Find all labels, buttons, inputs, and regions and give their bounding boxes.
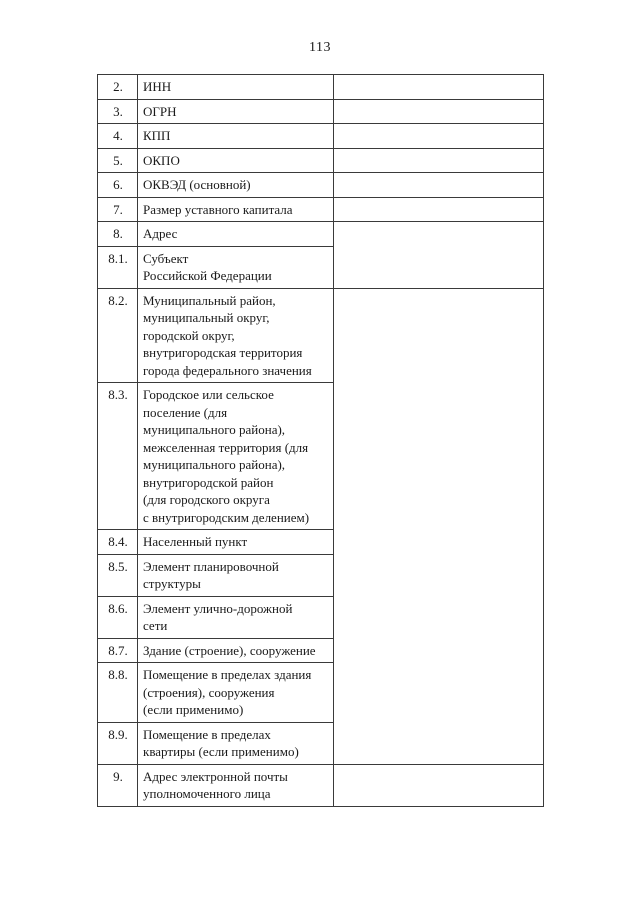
email-value-cell[interactable] xyxy=(334,764,544,806)
row-number: 7. xyxy=(98,197,138,222)
row-number: 8.6. xyxy=(98,596,138,638)
row-label: Населенный пункт xyxy=(138,530,334,555)
row-number: 8. xyxy=(98,222,138,247)
page-number: 113 xyxy=(309,40,331,55)
row-number: 4. xyxy=(98,124,138,149)
address-subject-value-cell[interactable] xyxy=(334,222,544,289)
table-row xyxy=(98,124,544,149)
row-number: 5. xyxy=(98,148,138,173)
row-label: Помещение в пределах здания (строения), сооружения (если применимо) xyxy=(138,663,334,723)
row-label: Городское или сельское поселение (для муниципального района), межселенная территория (для муниципального района), внутригородской район (для городского округа с внутригородским делением) xyxy=(138,383,334,530)
row-label: Муниципальный район, муниципальный округ, городской округ, внутригородская территория города федерального значения xyxy=(138,288,334,383)
row-label: Элемент планировочной структуры xyxy=(138,554,334,596)
row-label: ОКПО xyxy=(138,148,334,173)
row-label: ИНН xyxy=(138,75,334,100)
row-number: 8.8. xyxy=(98,663,138,723)
row-label: КПП xyxy=(138,124,334,149)
row-number: 8.4. xyxy=(98,530,138,555)
row-label: Здание (строение), сооружение xyxy=(138,638,334,663)
form-table-body xyxy=(98,75,544,807)
row-number: 8.9. xyxy=(98,722,138,764)
row-label: ОКВЭД (основной) xyxy=(138,173,334,198)
table-row xyxy=(98,173,544,198)
table-row xyxy=(98,288,544,383)
table-row xyxy=(98,99,544,124)
row-label: Адрес электронной почты уполномоченного лица xyxy=(138,764,334,806)
row-label: Элемент улично-дорожной сети xyxy=(138,596,334,638)
row-number: 8.1. xyxy=(98,246,138,288)
row-number: 8.3. xyxy=(98,383,138,530)
row-label: Размер уставного капитала xyxy=(138,197,334,222)
form-table xyxy=(97,74,544,807)
value-cell[interactable] xyxy=(334,197,544,222)
row-label: ОГРН xyxy=(138,99,334,124)
row-number: 9. xyxy=(98,764,138,806)
table-row xyxy=(98,764,544,806)
value-cell[interactable] xyxy=(334,75,544,100)
value-cell[interactable] xyxy=(334,148,544,173)
row-number: 6. xyxy=(98,173,138,198)
row-label: Субъект Российской Федерации xyxy=(138,246,334,288)
row-label: Помещение в пределах квартиры (если применимо) xyxy=(138,722,334,764)
row-number: 8.2. xyxy=(98,288,138,383)
row-number: 2. xyxy=(98,75,138,100)
value-cell[interactable] xyxy=(334,124,544,149)
table-row xyxy=(98,197,544,222)
row-label: Адрес xyxy=(138,222,334,247)
address-details-value-cell[interactable] xyxy=(334,288,544,764)
value-cell[interactable] xyxy=(334,173,544,198)
table-row xyxy=(98,148,544,173)
row-number: 8.5. xyxy=(98,554,138,596)
value-cell[interactable] xyxy=(334,99,544,124)
table-row xyxy=(98,222,544,247)
table-row xyxy=(98,75,544,100)
row-number: 3. xyxy=(98,99,138,124)
row-number: 8.7. xyxy=(98,638,138,663)
